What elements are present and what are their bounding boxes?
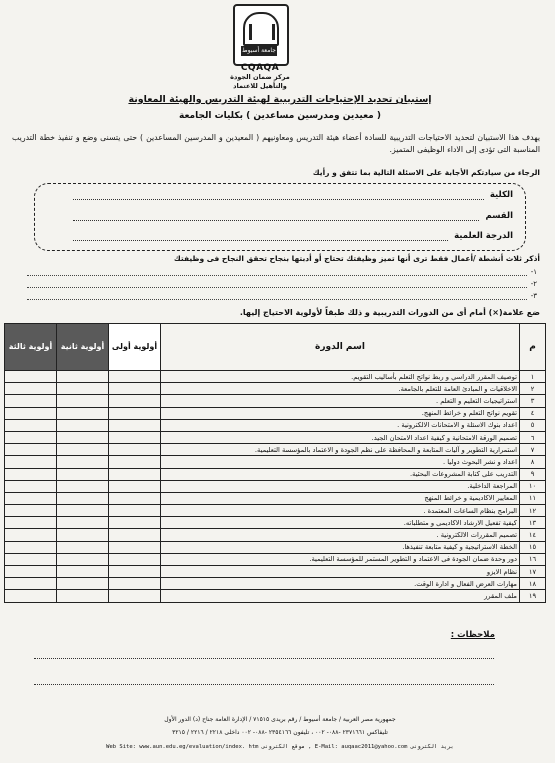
row-priority-1-cell[interactable]: [109, 590, 161, 602]
table-row: [5, 590, 546, 602]
faculty-label: الكلية: [489, 190, 513, 200]
row-priority-1-cell[interactable]: [109, 505, 161, 517]
row-priority-3-cell[interactable]: [5, 505, 57, 517]
answer-line-1[interactable]: [27, 268, 537, 276]
row-course-name: تقويم نواتج التعلم و خرائط المنهج.: [161, 407, 520, 419]
page-subtitle: ( معيدين ومدرسين مساعدين ) بكليات الجامعة: [179, 111, 381, 121]
row-num: ١٥: [520, 541, 546, 553]
table-row: [5, 566, 546, 578]
notes-line-2[interactable]: [34, 683, 494, 685]
row-priority-3-cell[interactable]: [5, 517, 57, 529]
row-course-name: التدريب على كتابة المشروعات البحثية.: [161, 468, 520, 480]
header-priority-1: أولوية أولى: [109, 324, 161, 371]
header-priority-3: أولوية ثالثة: [5, 324, 57, 371]
row-priority-1-cell[interactable]: [109, 444, 161, 456]
row-course-name: ملف المقرر: [161, 590, 520, 602]
row-priority-2-cell[interactable]: [57, 456, 109, 468]
answer-line-3[interactable]: [27, 292, 537, 300]
row-priority-1-cell[interactable]: [109, 480, 161, 492]
page-title: إستبيان تحديد الإحتياجات التدريبية لهيئة التدريس والهيئة المعاونة: [128, 94, 432, 105]
degree-label: الدرجة العلمية: [454, 231, 513, 241]
row-num: ٦: [520, 431, 546, 443]
row-num: ٧: [520, 444, 546, 456]
row-course-name: البرامج بنظام الساعات المعتمدة .: [161, 505, 520, 517]
row-priority-1-cell[interactable]: [109, 431, 161, 443]
row-priority-2-cell[interactable]: [57, 492, 109, 504]
row-priority-2-cell[interactable]: [57, 407, 109, 419]
row-priority-2-cell[interactable]: [57, 468, 109, 480]
department-input-line[interactable]: [73, 212, 479, 221]
table-row: [5, 578, 546, 590]
row-priority-3-cell[interactable]: [5, 492, 57, 504]
table-row: [5, 553, 546, 565]
row-priority-3-cell[interactable]: [5, 590, 57, 602]
row-priority-1-cell[interactable]: [109, 517, 161, 529]
row-priority-3-cell[interactable]: [5, 553, 57, 565]
row-priority-3-cell[interactable]: [5, 456, 57, 468]
answer-input-line[interactable]: [27, 268, 527, 276]
department-label: القسم: [485, 211, 513, 221]
intro-paragraph: يهدف هذا الاستبيان لتحديد الاحتياجات التدريبية للسادة أعضاء هيئة التدريس ومعاونيهم ( المعيدين و المدرسين المساعدين ) حتى يتسنى وضع و تنفيذ خطة التدريب المناسبة التى تؤدى إلى الاداء الوظيفى المتميز.: [12, 133, 540, 154]
row-num: ٥: [520, 419, 546, 431]
row-course-name: المراجعة الداخلية.: [161, 480, 520, 492]
org-name-line1: مركز ضمان الجودة: [230, 73, 290, 81]
row-num: ٩: [520, 468, 546, 480]
department-field[interactable]: [73, 211, 513, 221]
row-priority-3-cell[interactable]: [5, 541, 57, 553]
courses-table: [4, 323, 546, 603]
row-course-name: كيفية تفعيل الارشاد الاكاديمى و متطلباته.: [161, 517, 520, 529]
row-priority-1-cell[interactable]: [109, 371, 161, 383]
table-row: [5, 492, 546, 504]
answer-number: -٢: [530, 280, 537, 288]
row-priority-1-cell[interactable]: [109, 541, 161, 553]
table-row: [5, 468, 546, 480]
row-course-name: الخطة الاستراتيجية و كيفية متابعة تنفيذها.: [161, 541, 520, 553]
notes-label: ملاحظات :: [450, 630, 495, 640]
row-num: ١٣: [520, 517, 546, 529]
row-course-name: المعايير الاكاديمية و خرائط المنهج: [161, 492, 520, 504]
row-priority-3-cell[interactable]: [5, 383, 57, 395]
row-course-name: تصميم المقررات الالكترونية .: [161, 529, 520, 541]
answer-line-2[interactable]: [27, 280, 537, 288]
org-name: [206, 73, 314, 91]
answer-number: -٣: [530, 292, 537, 300]
row-priority-2-cell[interactable]: [57, 590, 109, 602]
logo-text: جامعة أسيوط: [242, 47, 276, 54]
row-num: ٢: [520, 383, 546, 395]
row-priority-1-cell[interactable]: [109, 383, 161, 395]
row-priority-1-cell[interactable]: [109, 395, 161, 407]
faculty-field[interactable]: [73, 190, 513, 200]
row-priority-2-cell[interactable]: [57, 395, 109, 407]
row-priority-2-cell[interactable]: [57, 541, 109, 553]
row-priority-2-cell[interactable]: [57, 383, 109, 395]
answer-input-line[interactable]: [27, 280, 527, 288]
row-priority-3-cell[interactable]: [5, 431, 57, 443]
row-priority-3-cell[interactable]: [5, 578, 57, 590]
table-row: [5, 529, 546, 541]
row-num: ١٩: [520, 590, 546, 602]
row-priority-1-cell[interactable]: [109, 419, 161, 431]
row-priority-2-cell[interactable]: [57, 505, 109, 517]
table-row: [5, 419, 546, 431]
row-priority-2-cell[interactable]: [57, 480, 109, 492]
row-priority-1-cell[interactable]: [109, 529, 161, 541]
row-course-name: استمرارية التطوير و آليات المتابعة و المحافظة على نظم الجودة و الاعتماد بالمؤسسة التعليمية.: [161, 444, 520, 456]
row-priority-1-cell[interactable]: [109, 456, 161, 468]
row-course-name: نظام الايزو: [161, 566, 520, 578]
row-priority-1-cell[interactable]: [109, 553, 161, 565]
row-priority-2-cell[interactable]: [57, 566, 109, 578]
table-row: [5, 444, 546, 456]
row-priority-1-cell[interactable]: [109, 578, 161, 590]
row-course-name: اعداد و نشر البحوث دوليا .: [161, 456, 520, 468]
row-num: ١٧: [520, 566, 546, 578]
answer-number: -١: [530, 268, 537, 276]
row-priority-2-cell[interactable]: [57, 419, 109, 431]
row-num: ١٦: [520, 553, 546, 565]
row-course-name: توصيف المقرر الدراسي و ربط نواتج التعلم بأساليب التقويم.: [161, 371, 520, 383]
row-priority-3-cell[interactable]: [5, 371, 57, 383]
row-priority-2-cell[interactable]: [57, 529, 109, 541]
row-num: ٤: [520, 407, 546, 419]
row-priority-3-cell[interactable]: [5, 419, 57, 431]
row-priority-2-cell[interactable]: [57, 553, 109, 565]
row-priority-2-cell[interactable]: [57, 444, 109, 456]
row-priority-1-cell[interactable]: [109, 407, 161, 419]
footer-web[interactable]: Web Site: www.aun.edu.eg/evaluation/index. htm موقع الكترونى , E-Mail: auqaac2011@yahoo.com بريد الكترونى: [106, 744, 454, 750]
table-row: [5, 371, 546, 383]
row-priority-2-cell[interactable]: [57, 431, 109, 443]
row-priority-2-cell[interactable]: [57, 371, 109, 383]
table-row: [5, 517, 546, 529]
row-priority-3-cell[interactable]: [5, 480, 57, 492]
row-priority-3-cell[interactable]: [5, 566, 57, 578]
table-row: [5, 431, 546, 443]
row-num: ١٤: [520, 529, 546, 541]
row-course-name: استراتيجيات التعليم و التعلم .: [161, 395, 520, 407]
row-num: ١٢: [520, 505, 546, 517]
row-course-name: دور وحدة ضمان الجودة فى الاعتماد و التطوير المستمر للمؤسسة التعليمية.: [161, 553, 520, 565]
row-num: ٨: [520, 456, 546, 468]
footer-address: جمهورية مصر العربية / جامعة أسيوط / رقم بريدى ٧١٥١٥ / الإدارة العامة جناح (د) الدور الأول: [164, 716, 396, 723]
table-row: [5, 480, 546, 492]
row-priority-1-cell[interactable]: [109, 492, 161, 504]
row-course-name: تصميم الورقة الامتحانية و كيفية اعداد الامتحان الجيد.: [161, 431, 520, 443]
row-priority-1-cell[interactable]: [109, 566, 161, 578]
instruction-text: الرجاء من سيادتكم الأجابة على الاسئلة التالية بما تتفق و رأيك: [312, 168, 540, 177]
table-row: [5, 541, 546, 553]
table-row: [5, 395, 546, 407]
header-priority-2: أولوية ثانية: [57, 324, 109, 371]
row-course-name: مهارات العرض الفعال و ادارة الوقت.: [161, 578, 520, 590]
footer-phones: تليفاكس ٢٣٧١٦٦١ -٠٨٨- ٠٠٢ ، تليفون ٢٣٥٤١٦٦ -٠٨٨- ٠٠٢ داخلى ٢٢١٨ / ٢٢١٦ / ٣٢١٥: [172, 729, 388, 736]
header-num: م: [520, 324, 546, 371]
row-num: ١١: [520, 492, 546, 504]
row-priority-3-cell[interactable]: [5, 444, 57, 456]
row-priority-2-cell[interactable]: [57, 578, 109, 590]
degree-field[interactable]: [73, 231, 513, 241]
org-code: CQAQA: [240, 63, 280, 73]
row-priority-3-cell[interactable]: [5, 395, 57, 407]
row-priority-3-cell[interactable]: [5, 529, 57, 541]
university-logo: [233, 4, 289, 66]
row-num: ١٠: [520, 480, 546, 492]
notes-line-1[interactable]: [34, 657, 494, 659]
row-num: ١: [520, 371, 546, 383]
logo-pillars-icon: [249, 24, 275, 40]
row-num: ١٨: [520, 578, 546, 590]
row-num: ٣: [520, 395, 546, 407]
header-course: اسم الدورة: [161, 324, 520, 371]
mark-instruction: ضع علامة(×) أمام أى من الدورات التدريبية و ذلك طبقاً لأولوية الاحتياج إليها.: [239, 308, 540, 317]
activities-question: أذكر ثلاث أنشطة /أعمال فقط ترى أنها تميز وظيفتك تحتاج أو أدبتها بنجاح تحقق النجاح فى وظيفتك: [173, 254, 540, 263]
row-priority-3-cell[interactable]: [5, 468, 57, 480]
table-header-row: [5, 324, 546, 371]
degree-input-line[interactable]: [73, 232, 448, 241]
row-course-name: الاخلاقيات و المبادئ العامة للتعلم بالجامعة.: [161, 383, 520, 395]
org-name-line2: والتأهيل للاعتماد: [233, 82, 287, 90]
row-priority-2-cell[interactable]: [57, 517, 109, 529]
row-priority-3-cell[interactable]: [5, 407, 57, 419]
table-row: [5, 456, 546, 468]
faculty-input-line[interactable]: [73, 191, 484, 200]
table-row: [5, 383, 546, 395]
table-row: [5, 407, 546, 419]
row-priority-1-cell[interactable]: [109, 468, 161, 480]
table-row: [5, 505, 546, 517]
answer-input-line[interactable]: [27, 292, 527, 300]
row-course-name: اعداد بنوك الاسئلة و الامتحانات الالكترونية .: [161, 419, 520, 431]
